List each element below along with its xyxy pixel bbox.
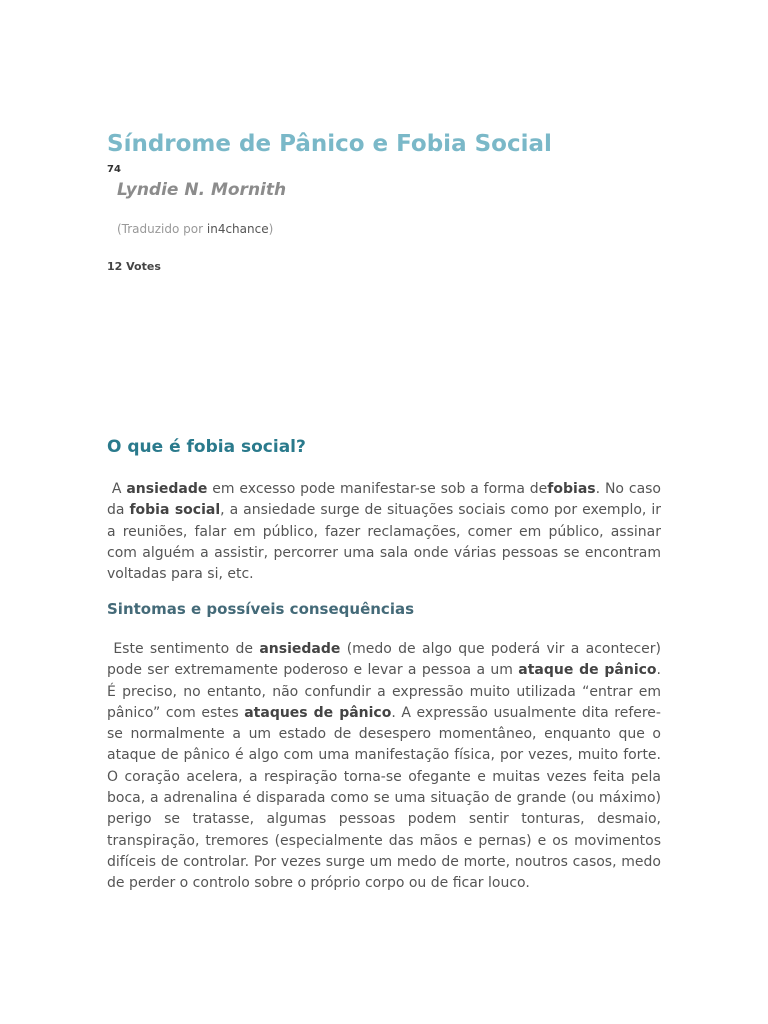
translator-link[interactable]: in4chance xyxy=(206,222,269,236)
section-heading-symptoms: Sintomas e possíveis consequências xyxy=(107,600,415,618)
text-run: . A expressão usualmente dita refere-se normalmente a um estado de desespero momentâneo, enquanto que o ataque de pânico é algo com uma manifestação física, por vezes, muito forte. O coração acelera, a respiração torna-se ofegante e muitas vezes feita pela boca, a adrenalina é disparada como se uma situação de grande (ou máximo) perigo se tratasse, algumas pessoas podem sentir tonturas, desmaio, transpiração, tremores (especialmente das mãos e pernas) e os movimentos difíceis de controlar. Por vezes surge um medo de morte, noutros casos, medo de perder o controlo sobre o próprio corpo ou de ficar louco. xyxy=(107,704,661,892)
text-run: , a ansiedade surge de situações sociais como por exemplo, ir a reuniões, falar em público, fazer reclamações, comer em público, assinar com alguém a assistir, percorrer uma sala onde várias pessoas se encontram voltadas para si, etc. xyxy=(107,502,661,583)
text-run: . É preciso, no entanto, não confundir a expressão muito utilizada “entrar em pânico” com estes xyxy=(107,662,661,721)
translated-suffix: ) xyxy=(268,222,274,236)
text-run: . No caso da xyxy=(107,481,662,519)
vote-count: 12 Votes xyxy=(107,260,161,273)
bold-term: ansiedade xyxy=(259,641,341,657)
section-heading-social-phobia: O que é fobia social? xyxy=(107,437,306,457)
text-run: Este sentimento de xyxy=(107,641,260,657)
author-name[interactable]: Lyndie N. Mornith xyxy=(117,180,287,200)
translation-credit xyxy=(117,222,273,236)
article-title: Síndrome de Pânico e Fobia Social xyxy=(107,131,552,157)
paragraph-symptoms xyxy=(107,639,661,895)
bold-term: ansiedade xyxy=(126,481,208,497)
text-run: em excesso pode manifestar-se sob a forma de xyxy=(207,481,548,497)
paragraph-social-phobia xyxy=(107,479,661,585)
bold-term: ataque de pânico xyxy=(518,662,657,679)
translated-prefix: (Traduzido por xyxy=(117,222,207,236)
text-run: (medo de algo que poderá vir a acontecer) pode ser extremamente poderoso e levar a pessoa a um xyxy=(107,641,661,679)
text-run: A xyxy=(107,481,127,497)
view-count: 74 xyxy=(107,164,121,175)
bold-term: fobia social xyxy=(129,502,221,519)
bold-term: fobias xyxy=(547,481,596,497)
bold-term: ataques de pânico xyxy=(244,704,392,721)
